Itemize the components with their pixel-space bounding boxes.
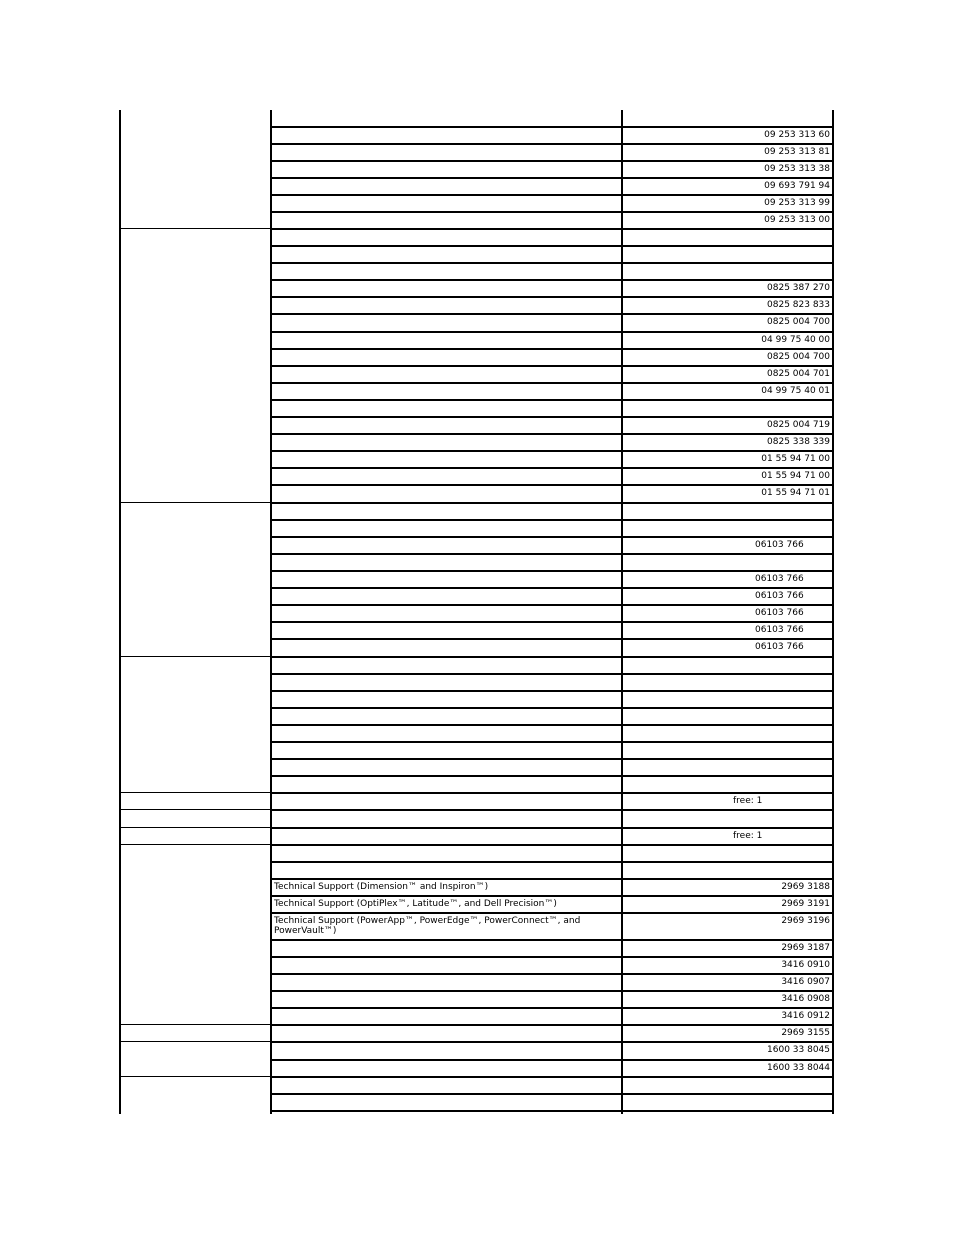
row-divider <box>270 262 834 264</box>
row-divider <box>270 245 834 247</box>
phone-number: 2969 3196 <box>781 916 830 926</box>
row-divider <box>270 143 834 145</box>
phone-number: 06103 766 <box>755 608 804 618</box>
phone-number: 2969 3188 <box>781 882 830 892</box>
row-divider <box>270 433 834 435</box>
phone-number: 09 253 313 99 <box>764 198 830 208</box>
phone-number: 01 55 94 71 00 <box>761 471 830 481</box>
phone-number: 04 99 75 40 00 <box>761 335 830 345</box>
row-divider <box>270 519 834 521</box>
row-divider <box>270 741 834 743</box>
phone-number: 0825 004 701 <box>767 369 830 379</box>
phone-number: 06103 766 <box>755 591 804 601</box>
phone-number: 3416 0910 <box>781 960 830 970</box>
phone-number: 0825 823 833 <box>767 300 830 310</box>
row-divider <box>270 587 834 589</box>
row-divider <box>270 1093 834 1095</box>
row-divider <box>270 673 834 675</box>
phone-number: 0825 004 700 <box>767 352 830 362</box>
phone-number: 0825 387 270 <box>767 283 830 293</box>
row-divider <box>270 827 834 829</box>
phone-number: 1600 33 8044 <box>767 1063 830 1073</box>
row-divider <box>270 758 834 760</box>
phone-number: free: 1 <box>733 831 763 841</box>
row-divider <box>270 279 834 281</box>
phone-number: 0825 338 339 <box>767 437 830 447</box>
phone-number: 2969 3191 <box>781 899 830 909</box>
row-divider <box>270 844 834 846</box>
row-divider <box>270 228 834 230</box>
row-divider <box>270 467 834 469</box>
service-description: Technical Support (OptiPlex™, Latitude™, and Dell Precision™) <box>274 899 557 909</box>
row-divider <box>270 707 834 709</box>
phone-number: 06103 766 <box>755 574 804 584</box>
row-divider <box>270 973 834 975</box>
row-divider <box>270 177 834 179</box>
row-divider <box>270 878 834 880</box>
phone-number: 09 693 791 94 <box>764 181 830 191</box>
phone-number: 3416 0912 <box>781 1011 830 1021</box>
phone-number: 06103 766 <box>755 625 804 635</box>
row-divider <box>270 724 834 726</box>
phone-number: 2969 3155 <box>781 1028 830 1038</box>
phone-number: 09 253 313 00 <box>764 215 830 225</box>
service-description: Technical Support (PowerApp™, PowerEdge™, PowerConnect™, and PowerVault™) <box>274 916 581 936</box>
row-divider <box>270 1059 834 1061</box>
contact-table <box>119 110 835 1114</box>
phone-number: 2969 3187 <box>781 943 830 953</box>
row-divider <box>270 331 834 333</box>
row-divider <box>270 382 834 384</box>
row-divider <box>270 912 834 914</box>
row-divider <box>270 956 834 958</box>
row-divider <box>270 775 834 777</box>
row-divider <box>270 809 834 811</box>
row-divider <box>270 939 834 941</box>
row-divider <box>270 604 834 606</box>
row-divider <box>270 1110 834 1112</box>
row-divider <box>270 1041 834 1043</box>
row-divider <box>270 1076 834 1078</box>
phone-number: 09 253 313 38 <box>764 164 830 174</box>
row-divider <box>270 895 834 897</box>
phone-number: 06103 766 <box>755 540 804 550</box>
row-divider <box>270 348 834 350</box>
phone-number: free: 1 <box>733 796 763 806</box>
row-divider <box>270 211 834 213</box>
row-divider <box>270 160 834 162</box>
row-divider <box>270 792 834 794</box>
phone-number: 09 253 313 60 <box>764 130 830 140</box>
row-divider <box>270 690 834 692</box>
phone-number: 01 55 94 71 01 <box>761 488 830 498</box>
phone-number: 3416 0908 <box>781 994 830 1004</box>
column-divider <box>119 110 121 1114</box>
row-divider <box>270 553 834 555</box>
phone-number: 1600 33 8045 <box>767 1045 830 1055</box>
service-description: Technical Support (Dimension™ and Inspiron™) <box>274 882 489 892</box>
row-divider <box>270 990 834 992</box>
column-divider <box>832 110 834 1114</box>
row-divider <box>270 416 834 418</box>
row-divider <box>270 536 834 538</box>
row-divider <box>270 484 834 486</box>
row-divider <box>270 656 834 658</box>
row-divider <box>270 1007 834 1009</box>
row-divider <box>270 313 834 315</box>
row-divider <box>270 570 834 572</box>
row-divider <box>270 502 834 504</box>
row-divider <box>270 1024 834 1026</box>
row-divider <box>270 621 834 623</box>
row-divider <box>270 399 834 401</box>
column-divider <box>270 110 272 1114</box>
phone-number: 0825 004 700 <box>767 317 830 327</box>
phone-number: 01 55 94 71 00 <box>761 454 830 464</box>
row-divider <box>270 638 834 640</box>
phone-number: 04 99 75 40 01 <box>761 386 830 396</box>
row-divider <box>270 194 834 196</box>
row-divider <box>270 126 834 128</box>
phone-number: 0825 004 719 <box>767 420 830 430</box>
row-divider <box>270 450 834 452</box>
phone-number: 09 253 313 81 <box>764 147 830 157</box>
row-divider <box>270 365 834 367</box>
phone-number: 06103 766 <box>755 642 804 652</box>
row-divider <box>270 296 834 298</box>
row-divider <box>270 861 834 863</box>
phone-number: 3416 0907 <box>781 977 830 987</box>
